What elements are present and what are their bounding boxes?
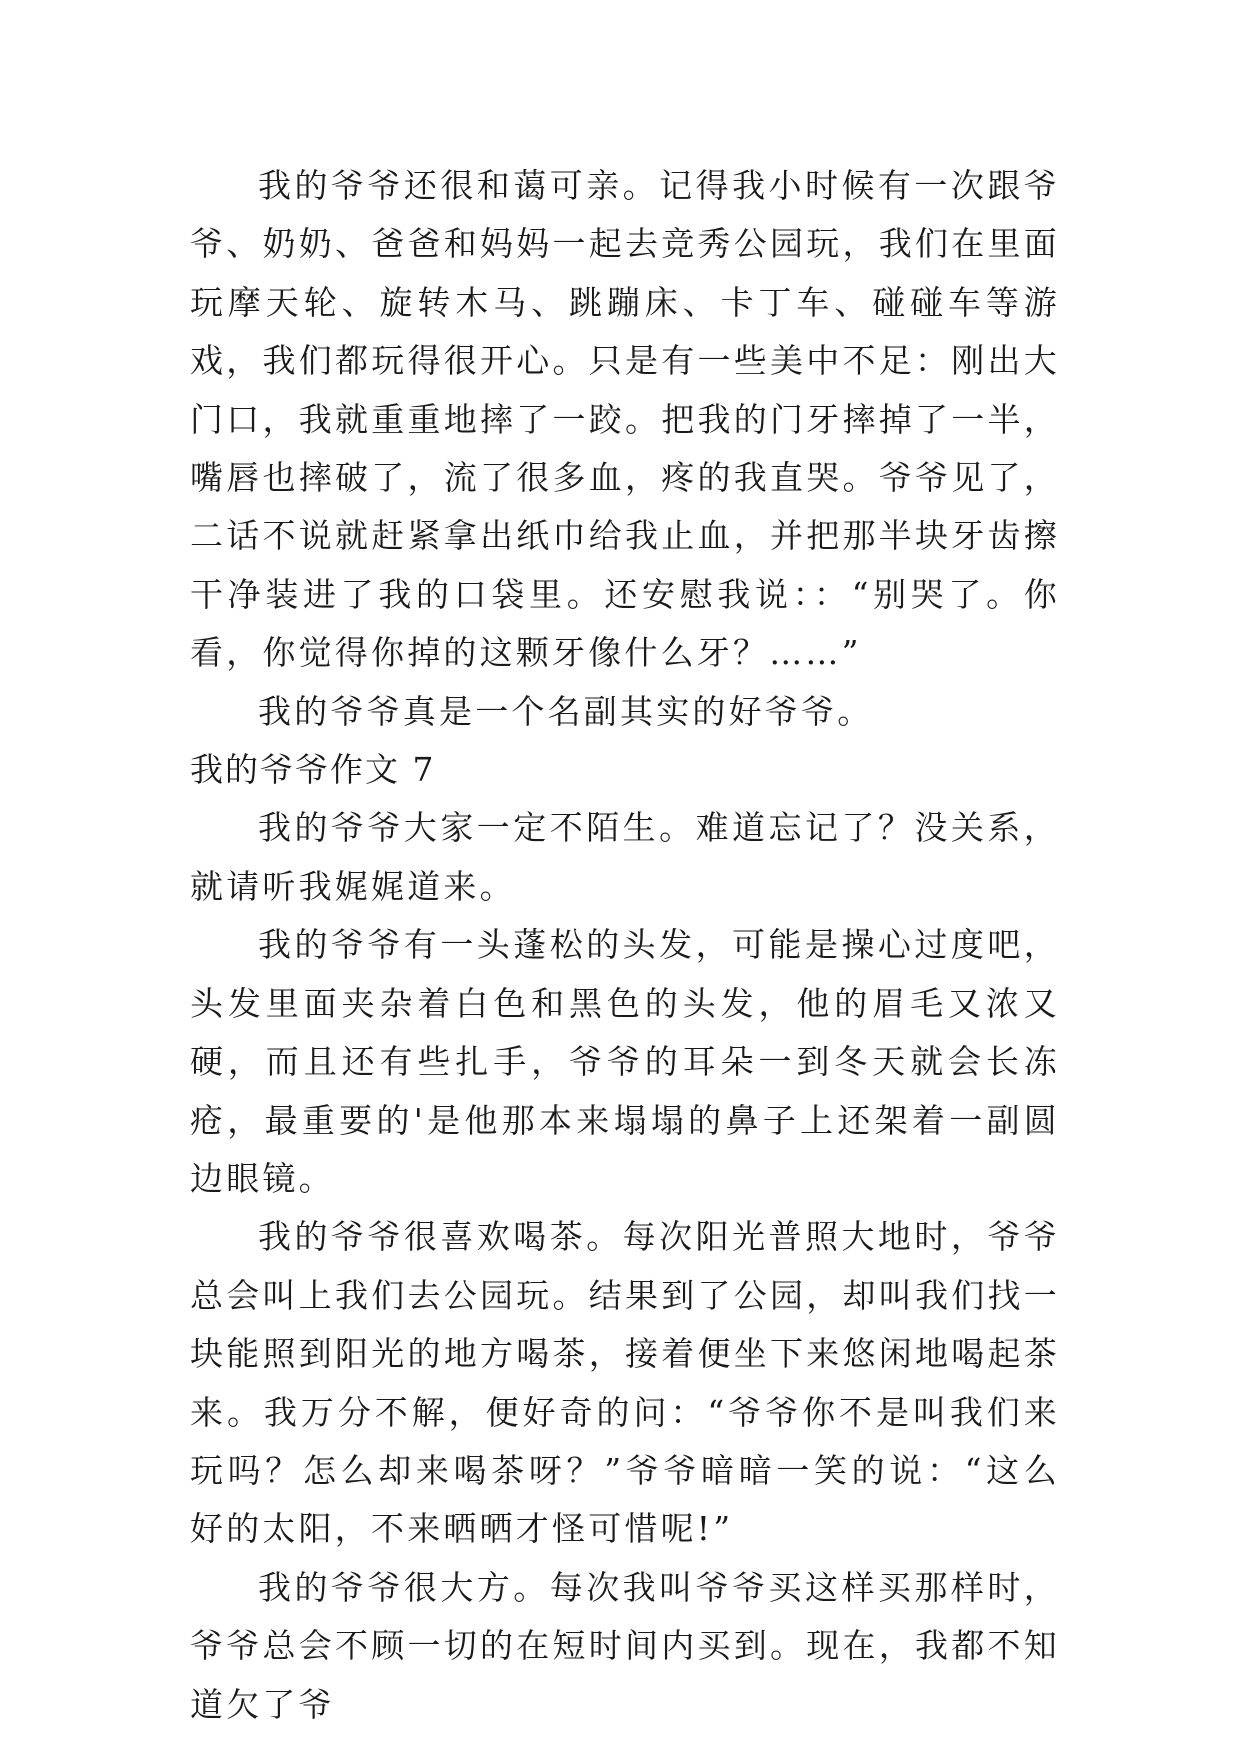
- essay-heading: 我的爷爷作文 7: [190, 750, 436, 790]
- paragraph-intro: 我的爷爷大家一定不陌生。难道忘记了？没关系，就请听我娓娓道来。: [190, 808, 1060, 906]
- paragraph-good-grandpa: 我的爷爷真是一个名副其实的好爷爷。: [258, 691, 874, 731]
- paragraph-appearance: 我的爷爷有一头蓬松的头发，可能是操心过度吧，头发里面夹杂着白色和黑色的头发，他的眉毛又浓又硬，而且还有些扎手，爷爷的耳朵一到冬天就会长冻疮，最重要的'是他那本来塌塌的鼻子上还架着一副圆边眼镜。: [190, 925, 1060, 1198]
- document-body: [190, 157, 1060, 1734]
- paragraph-grandpa-kind: 我的爷爷还很和蔼可亲。记得我小时候有一次跟爷爷、奶奶、爸爸和妈妈一起去竞秀公园玩，我们在里面玩摩天轮、旋转木马、跳蹦床、卡丁车、碰碰车等游戏，我们都玩得很开心。只是有一些美中不足：刚出大门口，我就重重地摔了一跤。把我的门牙摔掉了一半，嘴唇也摔破了，流了很多血，疼的我直哭。爷爷见了，二话不说就赶紧拿出纸巾给我止血，并把那半块牙齿擦干净装进了我的口袋里。还安慰我说：：“别哭了。你看，你觉得你掉的这颗牙像什么牙？……”: [190, 166, 1060, 673]
- paragraph-generous: 我的爷爷很大方。每次我叫爷爷买这样买那样时，爷爷总会不顾一切的在短时间内买到。现在，我都不知道欠了爷: [190, 1567, 1060, 1724]
- paragraph-tea: 我的爷爷很喜欢喝茶。每次阳光普照大地时，爷爷总会叫上我们去公园玩。结果到了公园，却叫我们找一块能照到阳光的地方喝茶，接着便坐下来悠闲地喝起茶来。我万分不解，便好奇的问：“爷爷你不是叫我们来玩吗？怎么却来喝茶呀？”爷爷暗暗一笑的说：“这么好的太阳，不来晒晒才怪可惜呢!”: [190, 1217, 1060, 1549]
